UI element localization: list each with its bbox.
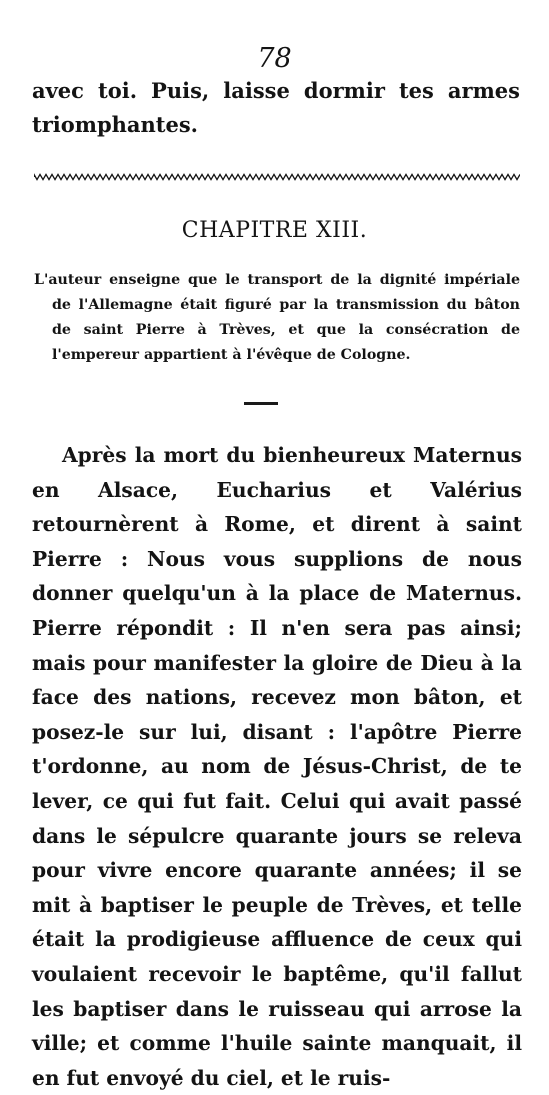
carry-over-text: avec toi. Puis, laisse dormir tes armes triomphantes.	[32, 78, 520, 137]
wavy-line-graphic	[34, 172, 520, 182]
section-divider	[244, 402, 278, 405]
ornamental-wavy-rule	[34, 172, 520, 182]
chapter-title: CHAPITRE XIII.	[181, 218, 368, 243]
wavy-line-path	[34, 174, 520, 179]
chapter-summary: L'auteur enseigne que le transport de la dignité impériale de l'Allemagne était figuré par la transmission du bâton de saint Pierre à Trèves, et que la consécration de l'empereur appartient à l'évêque de Cologne.	[34, 272, 520, 363]
body-paragraph: Après la mort du bienheureux Maternus en Alsace, Eucharius et Valérius retournèrent à Rome, et dirent à saint Pierre : Nous vous supplions de nous donner quelqu'un à la place de Maternus. Pierre répondit : Il n'en sera pas ainsi; mais pour manifester la gloire de Dieu à la face des nations, recevez mon bâton, et posez-le sur lui, disant : l'apôtre Pierre t'ordonne, au nom de Jésus-Christ, de te lever, ce qui fut fait. Celui qui avait passé dans le sépulcre quarante jours se releva pour vivre encore quarante années; il se mit à baptiser le peuple de Trèves, et telle était la prodigieuse affluence de ceux qui voulaient recevoir le baptême, qu'il fallut les baptiser dans le ruisseau qui arrose la ville; et comme l'huile sainte manquait, il en fut envoyé du ciel, et le ruis-	[32, 443, 522, 1090]
page-number: 78	[257, 43, 292, 74]
